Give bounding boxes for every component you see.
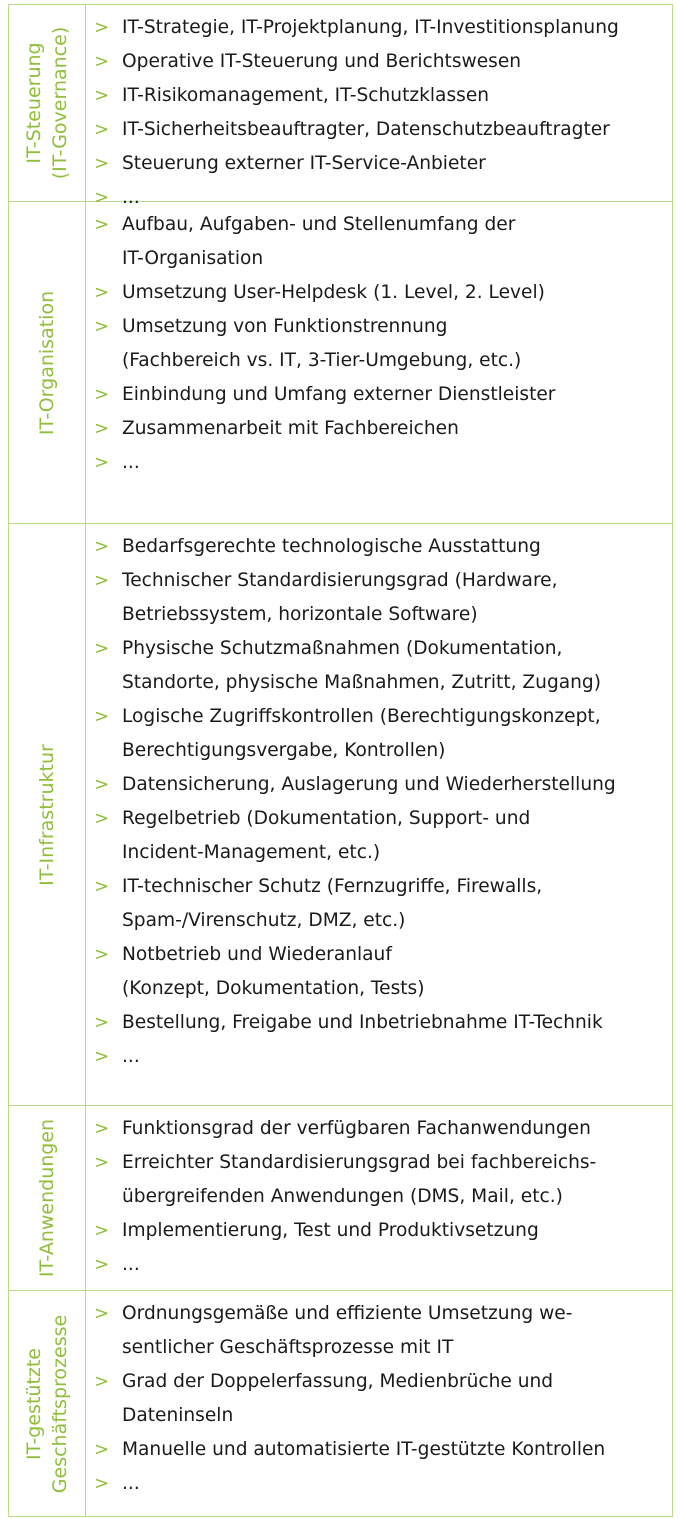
list-item [94, 1248, 668, 1282]
section-label: IT-gestützte Geschäftsprozesse [23, 1314, 71, 1493]
list-item [94, 768, 668, 802]
chevron-right-icon: > [94, 1152, 110, 1173]
chevron-right-icon: > [94, 1118, 110, 1139]
list-item [94, 1112, 668, 1146]
list-item [94, 1297, 668, 1365]
list-item-text: Datensicherung, Auslagerung und Wiederherstellung [122, 774, 616, 795]
list-item-text: Notbetrieb und Wiederanlauf (Konzept, Dokumentation, Tests) [122, 944, 425, 999]
list-item [94, 412, 668, 446]
list-item [94, 802, 668, 870]
section-label-cell [9, 202, 86, 523]
list-item-text: Steuerung externer IT-Service-Anbieter [122, 153, 486, 174]
chevron-right-icon: > [94, 418, 110, 439]
chevron-right-icon: > [94, 119, 110, 140]
list-item-text: IT-Sicherheitsbeauftragter, Datenschutzbeauftragter [122, 119, 610, 140]
chevron-right-icon: > [94, 316, 110, 337]
list-item [94, 45, 668, 79]
chevron-right-icon: > [94, 570, 110, 591]
section-label-cell [9, 1106, 86, 1290]
list-item [94, 310, 668, 378]
list-item-text: ... [122, 452, 140, 473]
chevron-right-icon: > [94, 51, 110, 72]
section-label: IT-Infrastruktur [36, 743, 58, 886]
section-items [86, 1291, 672, 1516]
list-item [94, 1467, 668, 1501]
list-item [94, 446, 668, 480]
list-item [94, 79, 668, 113]
section-label-cell [9, 5, 86, 201]
list-item-text: ... [122, 1254, 140, 1275]
section-items [86, 202, 672, 523]
list-item [94, 564, 668, 632]
section-items [86, 524, 672, 1105]
chevron-right-icon: > [94, 153, 110, 174]
list-item-text: Physische Schutzmaßnahmen (Dokumentation, Standorte, physische Maßnahmen, Zutritt, Zugang) [122, 638, 601, 693]
chevron-right-icon: > [94, 944, 110, 965]
it-assessment-table [8, 4, 673, 1517]
chevron-right-icon: > [94, 638, 110, 659]
chevron-right-icon: > [94, 1254, 110, 1275]
list-item [94, 276, 668, 310]
section-label-cell [9, 1291, 86, 1516]
list-item-text: ... [122, 187, 140, 208]
chevron-right-icon: > [94, 384, 110, 405]
list-item [94, 530, 668, 564]
chevron-right-icon: > [94, 876, 110, 897]
list-item-text: Grad der Doppelerfassung, Medienbrüche und Dateninseln [122, 1371, 554, 1426]
chevron-right-icon: > [94, 85, 110, 106]
chevron-right-icon: > [94, 282, 110, 303]
chevron-right-icon: > [94, 214, 110, 235]
section-items [86, 5, 672, 208]
chevron-right-icon: > [94, 1046, 110, 1067]
list-item [94, 208, 668, 276]
list-item [94, 1365, 668, 1433]
chevron-right-icon: > [94, 706, 110, 727]
section-label: IT-Organisation [36, 290, 58, 435]
list-item-text: Aufbau, Aufgaben- und Stellenumfang der IT-Organisation [122, 214, 516, 269]
list-item [94, 11, 668, 45]
list-item-text: Bedarfsgerechte technologische Ausstattung [122, 536, 541, 557]
list-item [94, 1146, 668, 1214]
list-item-text: Zusammenarbeit mit Fachbereichen [122, 418, 459, 439]
list-item [94, 1433, 668, 1467]
list-item-text: Manuelle und automatisierte IT-gestützte Kontrollen [122, 1439, 606, 1460]
list-item [94, 632, 668, 700]
list-item-text: IT-technischer Schutz (Fernzugriffe, Firewalls, Spam-/Virenschutz, DMZ, etc.) [122, 876, 543, 931]
section-2 [9, 202, 672, 524]
list-item-text: Technischer Standardisierungsgrad (Hardware, Betriebssystem, horizontale Software) [122, 570, 558, 625]
chevron-right-icon: > [94, 187, 110, 208]
list-item [94, 1006, 668, 1040]
list-item-text: Regelbetrieb (Dokumentation, Support- und Incident-Management, etc.) [122, 808, 531, 863]
chevron-right-icon: > [94, 452, 110, 473]
list-item-text: Ordnungsgemäße und effiziente Umsetzung we- sentlicher Geschäftsprozesse mit IT [122, 1303, 573, 1358]
section-label-cell [9, 524, 86, 1105]
section-4 [9, 1106, 672, 1291]
list-item-text: Umsetzung User-Helpdesk (1. Level, 2. Level) [122, 282, 545, 303]
chevron-right-icon: > [94, 774, 110, 795]
section-items [86, 1106, 672, 1290]
list-item-text: ... [122, 1473, 140, 1494]
list-item-text: Operative IT-Steuerung und Berichtswesen [122, 51, 522, 72]
chevron-right-icon: > [94, 1473, 110, 1494]
section-1 [9, 5, 672, 208]
chevron-right-icon: > [94, 1220, 110, 1241]
list-item-text: IT-Risikomanagement, IT-Schutzklassen [122, 85, 490, 106]
list-item-text: Einbindung und Umfang externer Dienstleister [122, 384, 556, 405]
list-item [94, 1040, 668, 1074]
list-item-text: Funktionsgrad der verfügbaren Fachanwendungen [122, 1118, 591, 1139]
list-item [94, 1214, 668, 1248]
list-item [94, 938, 668, 1006]
list-item-text: IT-Strategie, IT-Projektplanung, IT-Investitionsplanung [122, 17, 619, 38]
list-item [94, 378, 668, 412]
chevron-right-icon: > [94, 1439, 110, 1460]
list-item-text: Erreichter Standardisierungsgrad bei fachbereichs- übergreifenden Anwendungen (DMS, Mail, etc.) [122, 1152, 597, 1207]
list-item [94, 147, 668, 181]
list-item-text: ... [122, 1046, 140, 1067]
list-item-text: Bestellung, Freigabe und Inbetriebnahme IT-Technik [122, 1012, 603, 1033]
chevron-right-icon: > [94, 17, 110, 38]
chevron-right-icon: > [94, 536, 110, 557]
list-item [94, 700, 668, 768]
list-item [94, 113, 668, 147]
section-5 [9, 1291, 672, 1516]
chevron-right-icon: > [94, 808, 110, 829]
section-label: IT-Anwendungen [36, 1118, 58, 1278]
list-item [94, 870, 668, 938]
section-3 [9, 524, 672, 1106]
list-item-text: Logische Zugriffskontrollen (Berechtigungskonzept, Berechtigungsvergabe, Kontrollen) [122, 706, 601, 761]
list-item-text: Implementierung, Test und Produktivsetzung [122, 1220, 539, 1241]
chevron-right-icon: > [94, 1371, 110, 1392]
chevron-right-icon: > [94, 1303, 110, 1324]
section-label: IT-Steuerung (IT-Governance) [23, 26, 71, 180]
chevron-right-icon: > [94, 1012, 110, 1033]
list-item-text: Umsetzung von Funktionstrennung (Fachbereich vs. IT, 3-Tier-Umgebung, etc.) [122, 316, 522, 371]
